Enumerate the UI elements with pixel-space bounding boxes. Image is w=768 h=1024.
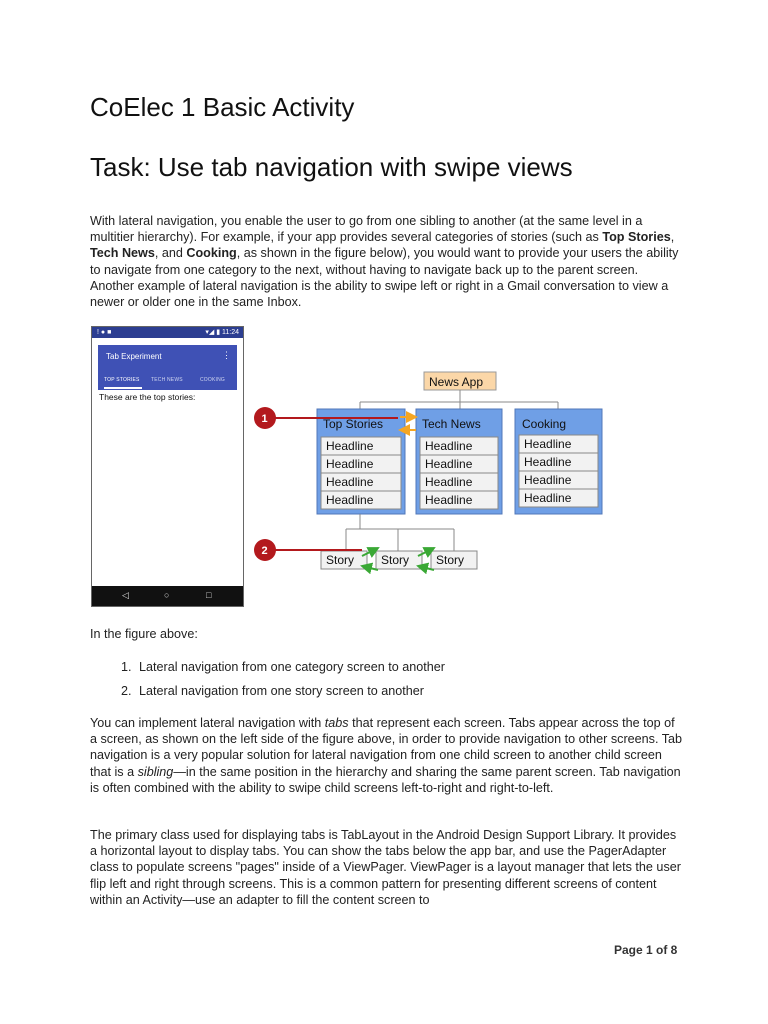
figure-caption: In the figure above: xyxy=(90,627,198,641)
task-heading: Task: Use tab navigation with swipe views xyxy=(90,152,573,182)
headline-label: Headline xyxy=(326,439,374,453)
headline-list-cooking xyxy=(519,435,598,507)
list-item: 1. Lateral navigation from one category screen to another xyxy=(135,659,730,675)
page-number: Page 1 of 8 xyxy=(614,943,678,957)
headline-label: Headline xyxy=(326,475,374,489)
tree-connector xyxy=(360,390,558,410)
headline-label: Headline xyxy=(425,493,473,507)
intro-bold-cooking: Cooking xyxy=(186,246,237,261)
navigation-diagram xyxy=(250,362,610,577)
story-label: Story xyxy=(436,553,465,567)
paragraph-text: You can implement lateral navigation with xyxy=(90,716,325,730)
list-item: 2. Lateral navigation from one story screen to another xyxy=(135,683,730,699)
headline-label: Headline xyxy=(425,475,473,489)
intro-text: With lateral navigation, you enable the user to go from one sibling to another (at the same level in a multitier hierarchy). For example, if your app provides several categories of stories (such as xyxy=(90,214,643,245)
tab-indicator xyxy=(104,387,142,389)
marker-1-label: 1 xyxy=(261,413,268,425)
category-label: Cooking xyxy=(522,417,567,431)
headline-label: Headline xyxy=(524,491,572,505)
headline-label: Headline xyxy=(326,493,374,507)
document-title: CoElec 1 Basic Activity xyxy=(90,92,355,122)
intro-bold-tech-news: Tech News xyxy=(90,246,155,261)
intro-text: , and xyxy=(154,246,187,261)
headline-label: Headline xyxy=(524,473,572,487)
tab-top-stories[interactable]: TOP STORIES xyxy=(104,377,140,383)
italic-sibling: sibling xyxy=(137,764,174,779)
tree-connector xyxy=(346,514,454,551)
intro-text: , as shown in the figure below), you would want to provide your users the ability to navigate from one category to the next, without having to navigate back up to the parent screen. Another example of lateral navigation is the ability to swipe left or right in a Gmail conversation to view a newer or older one in the same Inbox. xyxy=(90,246,679,310)
app-bar xyxy=(98,345,237,390)
status-bar xyxy=(92,327,243,338)
status-icons: ! ● ■ xyxy=(97,329,112,336)
tabs-paragraph xyxy=(90,715,685,796)
recents-icon[interactable]: □ xyxy=(206,590,212,600)
tablayout-paragraph: The primary class used for displaying tabs is TabLayout in the Android Design Support Library. It provides a horizontal layout to display tabs. You can show the tabs below the app bar, and use the PagerAdapter class to populate screens "pages" inside of a ViewPager. ViewPager is a layout manager that lets the user flip left and right through screens. This is a common pattern for presenting different screens of content within an Activity—use an adapter to fill the content screen to xyxy=(90,828,681,907)
intro-paragraph xyxy=(90,213,685,310)
headline-label: Headline xyxy=(524,437,572,451)
paragraph-text: —in the same position in the hierarchy and sharing the same parent screen. Tab navigation is often combined with the ability to swipe child screens left-to-right and right-to-left. xyxy=(90,764,681,795)
italic-tabs: tabs xyxy=(324,716,349,730)
marker-2-label: 2 xyxy=(261,545,268,557)
tab-tech-news[interactable]: TECH NEWS xyxy=(151,377,183,383)
headline-label: Headline xyxy=(425,439,473,453)
intro-bold-top-stories: Top Stories xyxy=(602,230,671,245)
navigation-bar xyxy=(92,586,243,606)
home-icon[interactable]: ○ xyxy=(164,590,170,600)
figure-list xyxy=(90,659,730,707)
phone-content-text: These are the top stories: xyxy=(99,392,196,402)
intro-text: , xyxy=(670,230,675,245)
app-title: Tab Experiment xyxy=(106,352,162,361)
phone-mockup xyxy=(91,326,244,607)
headline-list-tech-news xyxy=(420,437,498,509)
headline-label: Headline xyxy=(425,457,473,471)
category-label: Tech News xyxy=(422,417,481,431)
root-label: News App xyxy=(429,375,484,389)
paragraph-text: that represent each screen. Tabs appear across the top of a screen, as shown on the left side of the figure above, in order to provide navigation to other screens. Tab navigation is a very popular solution for lateral navigation from one child screen to another child screen that is a xyxy=(90,716,683,779)
tab-cooking[interactable]: COOKING xyxy=(200,377,226,383)
status-time: ▾◢ ▮ 11:24 xyxy=(205,329,239,336)
headline-label: Headline xyxy=(326,457,374,471)
story-label: Story xyxy=(381,553,410,567)
story-label: Story xyxy=(326,553,355,567)
category-label: Top Stories xyxy=(323,417,384,431)
headline-label: Headline xyxy=(524,455,572,469)
back-icon[interactable]: ◁ xyxy=(122,590,129,600)
headline-list-top-stories xyxy=(321,437,401,509)
overflow-menu-icon[interactable]: ⋮ xyxy=(222,350,231,360)
